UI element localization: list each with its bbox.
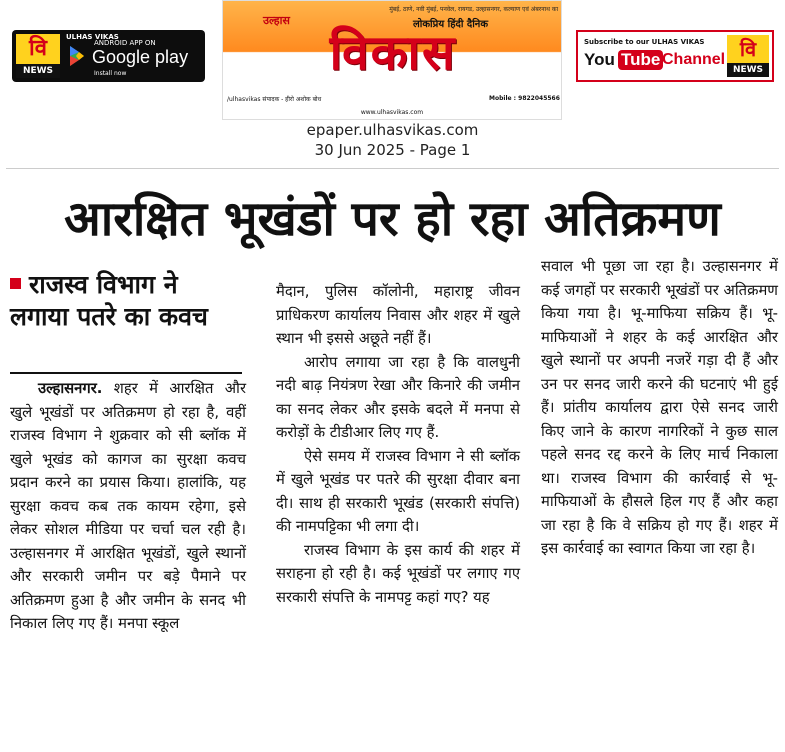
google-play-text: Google play (92, 47, 189, 67)
ulhas-vikas-news-logo: वि NEWS (727, 35, 769, 77)
article-column-3 (541, 255, 778, 561)
article-headline: आरक्षित भूखंडों पर हो रहा अतिक्रमण (64, 191, 721, 247)
youtube-channel-badge[interactable] (576, 30, 774, 82)
article-dateline: उल्हासनगर. (38, 380, 103, 397)
article-column-2 (276, 280, 520, 609)
app-brand-text: ULHAS VIKAS (66, 33, 119, 41)
google-play-badge[interactable] (12, 30, 205, 82)
article-clipping (6, 168, 779, 752)
masthead-title: विकास (329, 25, 457, 81)
youtube-channel-text: Channel (662, 51, 726, 68)
article-paragraph: आरोप लगाया जा रहा है कि वालधुनी नदी बाढ़ नियंत्रण रेखा और किनारे की जमीन का सनद लेकर और इसके बदले में मनपा से करोड़ों के टीडीआर लिए गए हैं. (276, 353, 520, 441)
subscribe-text: Subscribe to our ULHAS VIKAS (584, 38, 705, 46)
masthead-url: www.ulhasvikas.com (360, 109, 424, 116)
masthead-tagline: लोकप्रिय हिंदी दैनिक (413, 19, 489, 30)
article-column-1: उल्हासनगर. शहर में आरक्षित और खुले भूखंडों पर अतिक्रमण हो रहा है, वहीं राजस्व विभाग ने शुक्रवार को सी ब्लॉक में खुले भूखंड को कागज का सुरक्षा कवच प्रदान करने का प्रयास किया। हालांकि, यह सुरक्षा कवच कब तक कायम रहेगा, इसे लेकर सोशल मीडिया पर चर्चा चल रही है। उल्हासनगर में आरक्षित भूखंडों, खुले स्थानों और सरकारी जमीन पर बड़े पैमाने पर अतिक्रमण हुआ है और जमीन के सनद भी निकाल लिए गए हैं। मनपा स्कूल (10, 380, 246, 632)
masthead-mobile: Mobile : 9822045566 (489, 95, 560, 102)
youtube-tube-text: Tube (618, 50, 663, 70)
newspaper-masthead (222, 0, 562, 120)
article-paragraph: सवाल भी पूछा जा रहा है। उल्हासनगर में कई जगहों पर सरकारी भूखंडों पर अतिक्रमण किया गया है। भू-माफिया सक्रिय हैं। भू-माफियाओं ने शहर के कई आरक्षित और खुले स्थानों पर अपनी नजरें गड़ा दी हैं और उन पर सनद जारी करने की घटनाएं भी हुई हैं। प्रांतीय कार्यालय द्वारा ऐसे सनद जारी किए जाने के कारण नागरिकों ने कुछ साल पहले सनद रद्द करने के लिए मार्च निकाला था। राजस्व विभाग की कार्रवाई से भू-माफियाओं के हौसले हिल गए हैं और कहा जा रहा है कि वे सक्रिय हो गए हैं। शहर में इस कार्रवाई का स्वागत किया जा रहा है। (541, 258, 778, 557)
article-paragraph: मैदान, पुलिस कॉलोनी, महाराष्ट्र जीवन प्राधिकरण कार्यालय निवास और शहर में खुले स्थान भी इससे अछूते नहीं हैं। (276, 283, 520, 347)
install-now-text: Install now (94, 70, 127, 77)
play-store-icon (70, 46, 84, 66)
masthead-cities: मुंबई, ठाणे, नवी मुंबई, पनवेल, रायगड, उल्हासनगर, कल्याण एवं अंबरनाथ का (389, 6, 558, 13)
article-paragraph: ऐसे समय में राजस्व विभाग ने सी ब्लॉक में खुले भूखंड पर पतरे की सुरक्षा दीवार बना दी। साथ ही सरकारी भूखंड (सरकारी संपत्ति) की नामपट्टिका भी लगा दी। (276, 447, 520, 535)
bullet-square-icon (10, 278, 21, 289)
edition-date-page: 30 Jun 2025 - Page 1 (314, 141, 471, 159)
ulhas-vikas-news-logo: वि NEWS (16, 34, 60, 78)
android-app-text: ANDROID APP ON (94, 39, 156, 47)
subheadline-divider (10, 372, 242, 374)
article-paragraph: राजस्व विभाग के इस कार्य की शहर में सराहना हो रही है। कई भूखंडों पर लगाए गए सरकारी संपत्ति के नामपट्ट कहां गए? यह (276, 541, 520, 606)
epaper-site[interactable]: epaper.ulhasvikas.com (306, 121, 479, 139)
masthead-social-strip: /ulhasvikas संपादक - हीरो अशोक बोध (227, 96, 322, 103)
youtube-you-text: You (584, 50, 615, 69)
masthead-prefix: उल्हास (263, 14, 290, 27)
article-subheadline: राजस्व विभाग ने लगाया पतरे का कवच (10, 270, 208, 331)
